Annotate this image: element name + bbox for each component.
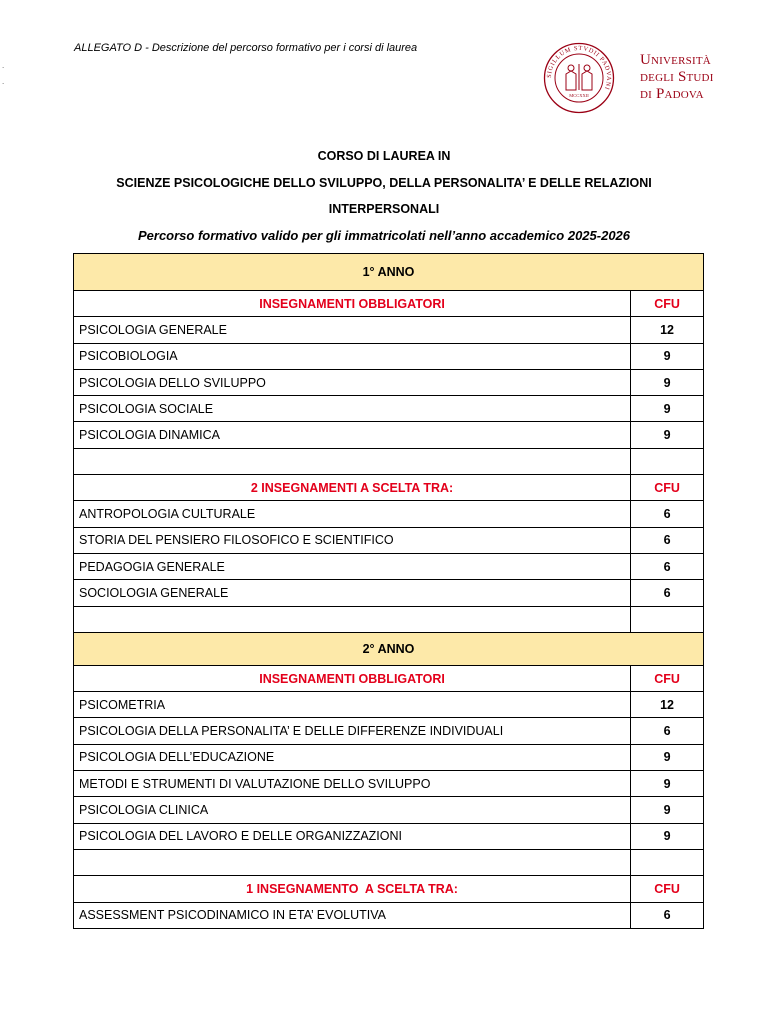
course-cfu: 9 [631,744,704,770]
course-row [74,553,704,579]
section-header-row [74,291,704,317]
course-cfu: 9 [631,396,704,422]
empty-row [74,448,704,474]
course-name: PSICOBIOLOGIA [74,343,631,369]
empty-cell [631,849,704,875]
empty-cell [631,448,704,474]
course-title-line1: CORSO DI LAUREA IN [317,149,451,163]
course-cfu: 6 [631,718,704,744]
seal-text: SIGILLUM STVDII PADVANI [545,44,613,92]
year-header-row [74,254,704,291]
empty-cell [74,448,631,474]
course-row [74,396,704,422]
cfu-header: CFU [631,291,704,317]
university-name-line1: Università [640,52,711,68]
course-name: ASSESSMENT PSICODINAMICO IN ETA’ EVOLUTIVA [74,902,631,928]
course-name: PSICOLOGIA DELLO SVILUPPO [74,369,631,395]
course-cfu: 6 [631,580,704,606]
university-name-line3: di Padova [640,86,704,102]
course-name: METODI E STRUMENTI DI VALUTAZIONE DELLO SVILUPPO [74,771,631,797]
seal-year: MCCXXII [569,93,589,98]
section-header-row [74,665,704,691]
course-row [74,771,704,797]
course-cfu: 9 [631,797,704,823]
course-name: SOCIOLOGIA GENERALE [74,580,631,606]
section-header-row [74,876,704,902]
course-name: STORIA DEL PENSIERO FILOSOFICO E SCIENTIFICO [74,527,631,553]
year-header-row [74,632,704,665]
course-title-line3: INTERPERSONALI [328,202,440,216]
university-name-line2: degli Studi [640,69,714,85]
empty-row [74,606,704,632]
course-row [74,902,704,928]
course-row [74,527,704,553]
course-cfu: 6 [631,553,704,579]
course-cfu: 9 [631,343,704,369]
course-row [74,744,704,770]
allegato-caption: ALLEGATO D - Descrizione del percorso formativo per i corsi di laurea [74,42,418,54]
course-title-line2: SCIENZE PSICOLOGICHE DELLO SVILUPPO, DELLA PERSONALITA’ E DELLE RELAZIONI [116,176,652,190]
course-row [74,718,704,744]
course-cfu: 6 [631,501,704,527]
cfu-header: CFU [631,665,704,691]
year-1-label: 1° ANNO [74,254,704,291]
course-cfu: 9 [631,771,704,797]
course-row [74,369,704,395]
empty-cell [631,606,704,632]
course-name: PSICOLOGIA DELL’EDUCAZIONE [74,744,631,770]
empty-cell [74,849,631,875]
year-2-label: 2° ANNO [74,632,704,665]
cfu-header: CFU [631,475,704,501]
course-cfu: 9 [631,422,704,448]
course-row [74,797,704,823]
course-row [74,580,704,606]
empty-row [74,849,704,875]
course-name: PSICOLOGIA DEL LAVORO E DELLE ORGANIZZAZIONI [74,823,631,849]
course-row [74,317,704,343]
course-row [74,692,704,718]
section-header: INSEGNAMENTI OBBLIGATORI [74,665,631,691]
section-header: 2 INSEGNAMENTI A SCELTA TRA: [74,475,631,501]
course-row [74,501,704,527]
study-plan-table [73,253,704,929]
university-name [640,52,714,103]
course-name: PSICOLOGIA GENERALE [74,317,631,343]
course-cfu: 6 [631,902,704,928]
section-header-row [74,475,704,501]
course-name: PSICOLOGIA CLINICA [74,797,631,823]
course-cfu: 6 [631,527,704,553]
course-cfu: 9 [631,823,704,849]
empty-cell [74,606,631,632]
university-seal-icon [543,42,615,114]
course-cfu: 12 [631,317,704,343]
margin-mark: . [2,77,5,86]
course-cfu: 12 [631,692,704,718]
course-row [74,422,704,448]
course-row [74,343,704,369]
course-name: ANTROPOLOGIA CULTURALE [74,501,631,527]
course-subtitle: Percorso formativo valido per gli immatricolati nell’anno accademico 2025-2026 [137,228,631,243]
course-name: PEDAGOGIA GENERALE [74,553,631,579]
margin-marks [2,58,4,90]
course-name: PSICOLOGIA DELLA PERSONALITA’ E DELLE DIFFERENZE INDIVIDUALI [74,718,631,744]
course-name: PSICOLOGIA SOCIALE [74,396,631,422]
course-row [74,823,704,849]
course-name: PSICOMETRIA [74,692,631,718]
section-header: INSEGNAMENTI OBBLIGATORI [74,291,631,317]
cfu-header: CFU [631,876,704,902]
course-name: PSICOLOGIA DINAMICA [74,422,631,448]
course-cfu: 9 [631,369,704,395]
section-header: 1 INSEGNAMENTO A SCELTA TRA: [74,876,631,902]
margin-mark: . [2,61,5,70]
